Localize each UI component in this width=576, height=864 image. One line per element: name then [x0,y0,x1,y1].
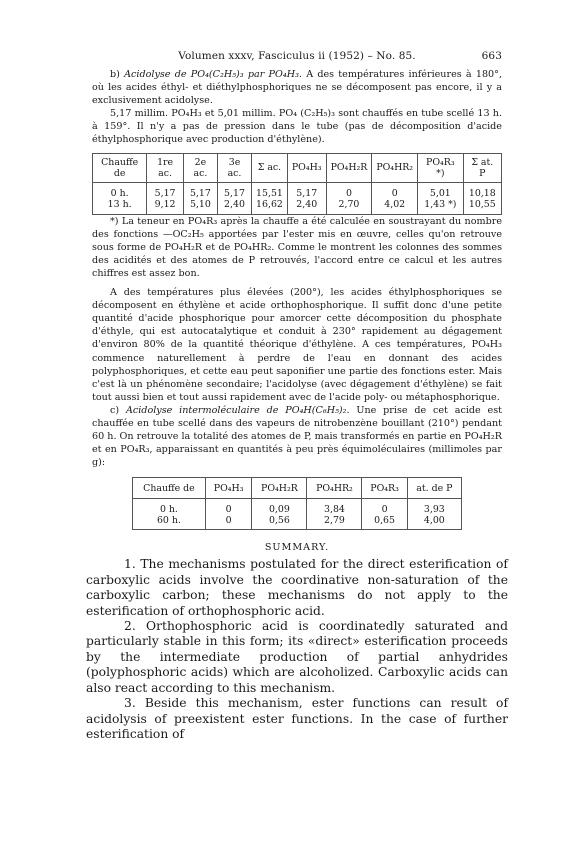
section-b-label: b) [110,69,125,80]
table1-cell-value: 10,18 [468,187,496,199]
table1-cell [418,182,464,214]
table1-cell [183,182,217,214]
table1-header-cell: PO₄R₃ *) [418,153,464,182]
results-table-1 [92,153,502,215]
table1-cell-value: 5,17 [154,187,176,199]
section-c-title: Acidolyse intermoléculaire de PO₄H(C₆H₅)₂ [125,404,347,416]
table1-cell [252,182,288,214]
page-number: 663 [481,50,502,62]
table-footnote: *) La teneur en PO₄R₃ après la chauffe a été calculée en soustrayant du nombre des fonctions —OC₂H₅ apportées par l'ester mis en œuvre, celles qu'on retrouve sous forme de PO₄H₂R et de PO₄HR₂. Comme le montrent les colonnes des sommes des acidités et des atomes de P retrouvés, l'accord entre ce calcul et les autres chiffres est assez bon. [92,215,502,279]
table2-cell-value: 3,84 [324,504,345,516]
table1-cell [326,182,372,214]
table1-cell-value: 5,17 [189,187,211,199]
table1-body [93,182,502,214]
table1-cell-value: 16,62 [256,198,283,210]
table1-cell [372,182,418,214]
table2-header-row [133,478,462,499]
table2-cell [252,499,307,530]
summary-item: 1. The mechanisms postulated for the direct esterification of carboxylic acids involve the coordinative non-saturation of the carboxylic carbon; these mechanisms do not apply to the esterification of orthophosphoric acid. [86,557,508,618]
page-body [86,68,508,742]
table1-cell-value: 5,01 [429,187,451,199]
section-c-paragraph [92,404,502,469]
table2-header-cell: PO₄H₂R [252,478,307,499]
section-b-paragraph [92,68,502,107]
results-table-2 [132,477,462,530]
experiment-paragraph: 5,17 millim. PO₄H₃ et 5,01 millim. PO₄ (C₂H₅)₃ sont chauffés en tube scellé 13 h. à 159°. Il n'y a pas de pression dans le tube (pas de décomposition d'acide éthylphosphorique avec production d'éthylène). [92,108,502,146]
table2-body [133,499,462,530]
table1-cell-value: 13 h. [107,198,132,210]
summary-section [86,557,508,742]
table2-cell-value: 0,56 [268,515,290,527]
summary-title: SUMMARY. [264,542,330,554]
table1-header-cell: Σ ac. [252,153,288,182]
running-title: Volumen xxxv, Fasciculus ii (1952) – No. 85. [178,50,416,62]
table2-cell [407,499,461,530]
table1-header-cell: 3e ac. [217,153,251,182]
table2-cell-value: 60 h. [156,515,181,527]
table2-header-cell: PO₄H₃ [205,478,252,499]
table1-cell [287,182,326,214]
table1-header-cell: PO₄H₃ [287,153,326,182]
table1-cell-value: 2,40 [224,198,245,210]
table1-cell-value: 0 [391,187,398,199]
high-temperature-paragraph: A des températures plus élevées (200°), les acides éthylphosphoriques se décomposent en éthylène et acide orthophosphorique. Il suffit donc d'une petite quantité d'acide phosphorique pour amorcer cette décomposition du phosphate d'éthyle, qui est autocatalytique et conduit à 230° rapidement au dégagement d'environ 80% de la quantité théorique d'éthylène. A ces températures, PO₄H₃ commence naturellement à perdre de l'eau en donnant des acides polyphosphoriques, et cette eau peut saponifier une partie des fonctions ester. Mais c'est là un phénomène secondaire; l'acidolyse (avec dégagement d'éthylène) se fait tout aussi bien et tout aussi rapidement avec de l'acide poly- ou métaphosphorique. [92,287,502,403]
table2-cell-value: 4,00 [423,515,445,527]
table1-header-cell: Chauffe de [93,153,147,182]
table2-cell-value: 0 [225,504,232,516]
table1-cell-value: 9,12 [154,198,176,210]
table2-cell [205,499,252,530]
table2-cell-value: 0,65 [374,515,395,527]
table2-cell-value: 0,09 [268,504,290,516]
table1-cell-value: 2,70 [338,198,360,210]
table1-header-cell: PO₄HR₂ [372,153,418,182]
section-b-text: . A des températures inférieures à 180°, où les acides éthyl- et diéthylphosphoriques ne se décomposent pas encore, il y a exclusivement acidolyse. [92,69,502,107]
summary-item: 2. Orthophosphoric acid is coordinatedly saturated and particularly stable in this form; its «direct» esterification proceeds by the intermediate production of partial anhydrides (polyphosphoric acids) which are alcoholized. Carboxylic acids can also react according to this mechanism. [86,619,508,695]
table1-cell-value: 15,51 [256,187,283,199]
table1-cell [147,182,184,214]
table2-header-cell: at. de P [407,478,461,499]
table1-cell [93,182,147,214]
table2-header-cell: PO₄HR₂ [307,478,362,499]
table2-cell-value: 0 [225,515,232,527]
table2-data-row [133,499,462,530]
table2-cell [133,499,206,530]
table1-cell [217,182,251,214]
table1-cell-value: 5,10 [189,198,211,210]
section-c-label: c) [110,404,126,416]
table1-cell-value: 10,55 [468,198,496,210]
table1-header-cell: 1re ac. [147,153,184,182]
table1-data-row [93,182,502,214]
table1-header-cell: 2e ac. [183,153,217,182]
table2-cell-value: 0 [381,504,388,516]
table1-cell-value: 1,43 *) [424,198,457,210]
table2-cell-value: 3,93 [423,504,445,516]
table1-cell-value: 0 h. [110,187,129,199]
table2-cell-value: 0 h. [159,504,178,516]
table1-cell-value: 4,02 [384,198,406,210]
table1-cell-value: 2,40 [296,198,318,210]
table1-header-cell: Σ at. P [463,153,501,182]
section-c-text: . Une prise de cet acide est chauffée en tube scellé dans des vapeurs de nitrobenzène bouillant (210°) pendant 60 h. On retrouve la totalité des atomes de P, mais transformés en partie en PO₄H₂R et en PO₄R₃, apparaissant en quantités à peu près équimoléculaires (millimoles par g): [92,404,502,469]
table2-header-cell: Chauffe de [133,478,206,499]
table1-cell-value: 5,17 [296,187,318,199]
table1-cell-value: 5,17 [224,187,245,199]
table2-cell [307,499,362,530]
table1-header-row [93,153,502,182]
summary-item: 3. Beside this mechanism, ester functions can result of acidolysis of preexistent ester functions. In the case of further esterification of [86,696,508,741]
table2-cell-value: 2,79 [324,515,345,527]
table1-header-cell: PO₄H₂R [326,153,372,182]
table2-header-cell: PO₄R₃ [362,478,407,499]
table1-cell-value: 0 [345,187,352,199]
section-b-title: Acidolyse de PO₄(C₂H₅)₃ par PO₄H₃ [124,69,299,80]
table2-cell [362,499,407,530]
table1-cell [463,182,501,214]
